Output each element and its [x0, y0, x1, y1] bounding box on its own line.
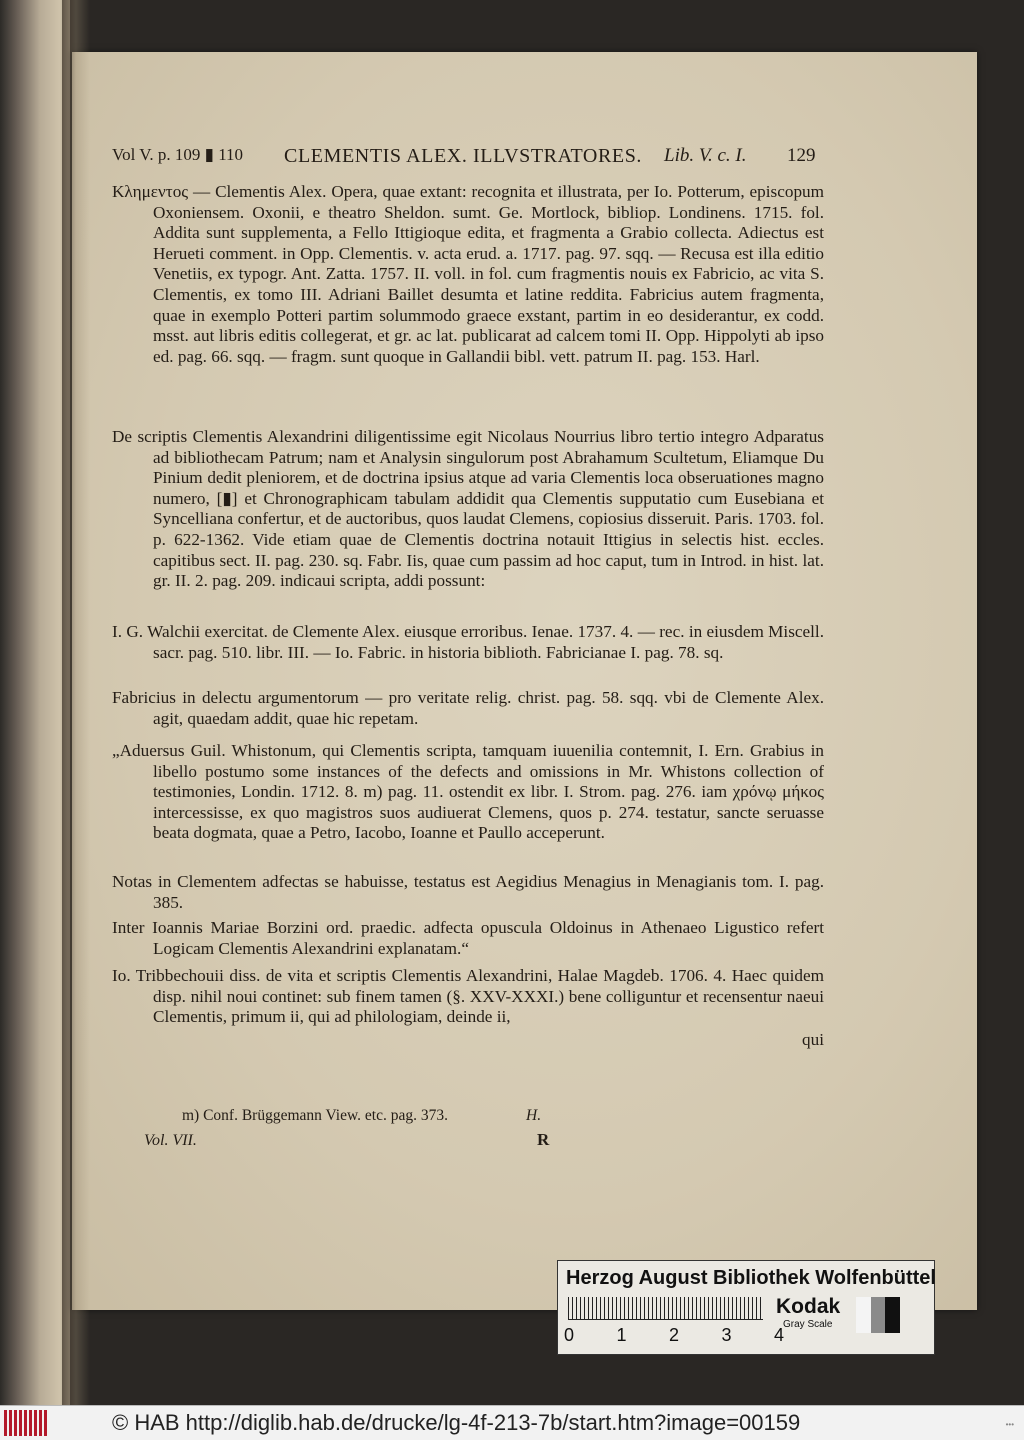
paragraph-fabricius: Fabricius in delectu argumentorum — pro veritate relig. christ. pag. 58. sqq. vbi de Clemente Alex. agit, quaedam addit, quae hic repetam. — [112, 688, 824, 728]
gray-scale-patches — [856, 1297, 900, 1333]
paragraph-menagius: Notas in Clementem adfectas se habuisse, testatus est Aegidius Menagius in Menagianis tom. I. pag. 385. — [112, 872, 824, 912]
page-number: 129 — [787, 145, 816, 166]
gray-patch-light — [856, 1297, 871, 1333]
more-dots-icon[interactable]: ••• — [1005, 1420, 1014, 1429]
ruler-digit: 4 — [773, 1325, 784, 1345]
library-scale-label — [557, 1260, 935, 1355]
running-head-book-chapter: Lib. V. c. I. — [664, 145, 747, 166]
footnote — [182, 1107, 782, 1125]
catchword: qui — [802, 1030, 824, 1049]
footnote-signature: H. — [526, 1107, 542, 1124]
kodak-logo: Kodak — [776, 1295, 841, 1318]
library-name: Herzog August Bibliothek Wolfenbüttel — [566, 1267, 936, 1289]
viewer-footer-bar — [0, 1405, 1024, 1440]
ruler-ticks — [568, 1297, 763, 1320]
gray-patch-mid — [871, 1297, 886, 1333]
gray-scale-caption: Gray Scale — [783, 1319, 833, 1330]
book-gutter-shadow — [62, 0, 90, 1405]
paragraph-borzini: Inter Ioannis Mariae Borzini ord. praedic. adfecta opuscula Oldoinus in Athenaeo Ligustico refert Logicam Clementis Alexandrini explanatam.“ — [112, 918, 824, 958]
paragraph-tribbechou: Io. Tribbechouii diss. de vita et scriptis Clementis Alexandrini, Halae Magdeb. 1706. 4. Haec quidem disp. nihil noui continet: sub finem tamen (§. XXV-XXXI.) bene colliguntur et recensentur naeui Clementis, primum ii, qui ad philologiam, deinde ii, — [112, 966, 824, 1027]
ruler-digit: 3 — [721, 1325, 732, 1345]
copyright-url-text[interactable]: © HAB http://diglib.hab.de/drucke/lg-4f-213-7b/start.htm?image=00159 — [112, 1410, 801, 1435]
paragraph-editions: Κλημεντος — Clementis Alex. Opera, quae extant: recognita et illustrata, per Io. Potterum, episcopum Oxoniensem. Oxonii, e theatro Sheldon. sumt. Ge. Mortlock, bibliop. Londinens. 1715. fol. Addita sunt supplementa, a Fello Ittigioque edita, et fragmenta a Grabio collecta. Adiectus est Herueti comment. in Opp. Clementis. v. acta erud. a. 1717. pag. 97. sqq. — Recusa est illa editio Venetiis, ex typogr. Ant. Zatta. 1757. II. voll. in fol. cum fragmentis nouis ex Fabricio, ac vita S. Clementis, ex tomo III. Adriani Baillet desumta et latine reddita. Fabricius autem fragmenta, quae in exemplo Potteri partim solummodo graece exstant, partim in eo desiderantur, ex codd. msst. aut libris editis collegerat, et gr. ac lat. publicarat ad calcem tomi II. Opp. Hippolyti ab ipso ed. pag. 66. sqq. — fragm. sunt quoque in Gallandii bibl. vett. patrum II. pag. 153. Harl. — [112, 182, 824, 366]
ruler-digits — [564, 1325, 784, 1346]
running-head-title: CLEMENTIS ALEX. ILLVSTRATORES. — [284, 145, 643, 167]
footnote-text: m) Conf. Brüggemann View. etc. pag. 373. — [182, 1107, 448, 1124]
paragraph-nourrius: De scriptis Clementis Alexandrini diligentissime egit Nicolaus Nourrius libro tertio integro Adparatus ad bibliothecam Patrum; nam et Analysin singulorum post Abrahamum Scultetum, Eliamque Du Pinium dedit pleniorem, et de doctrina ipsius atque ad varia Clementis loca obseruationes magno numero, [▮] et Chronographicam tabulam addidit qua Clementis supputatio cum Eusebiana et Syncelliana confertur, et de auctoribus, quos laudat Clemens, copiosius disseruit. Paris. 1703. fol. p. 622-1362. Vide etiam quae de Clementis doctrina notauit Ittigius in selectis hist. eccles. capitibus sect. II. pag. 230. sq. Fabr. Iis, quae cum passim ad hoc caput, tum in Introd. in hist. lat. gr. II. 2. pag. 209. indicaui scripta, addi possunt: — [112, 427, 824, 591]
ruler-digit: 0 — [564, 1325, 575, 1345]
running-head — [112, 145, 832, 175]
volume-signature: Vol. VII. — [144, 1132, 197, 1149]
signature-mark: R — [537, 1130, 550, 1149]
paragraph-whiston-quote: „Aduersus Guil. Whistonum, qui Clementis scripta, tamquam iuuenilia contemnit, I. Ern. Grabius in libello postumo some instances of the defects and omissions in Mr. Whistons collection of testimonies, Londin. 1712. 8. m) pag. 11. ostendit ex libr. I. Strom. pag. 276. iam χρόνῳ μήκος intercessisse, ex quo magistros suos audiuerat Clemens, quos p. 274. testatur, sancte seruasse beata dogmata, quae a Petro, Iacobo, Ioanne et Paullo acceperunt. — [112, 741, 824, 843]
book-page — [72, 52, 977, 1310]
running-head-volume-ref: Vol V. p. 109 ▮ 110 — [112, 145, 244, 164]
gray-patch-dark — [885, 1297, 900, 1333]
paragraph-walch: I. G. Walchii exercitat. de Clemente Alex. eiusque erroribus. Ienae. 1737. 4. — rec. in eiusdem Miscell. sacr. pag. 510. libr. III. — Io. Fabric. in historia biblioth. Fabricianae I. pag. 78. sq. — [112, 622, 824, 662]
ruler-digit: 1 — [616, 1325, 627, 1345]
hab-logo-icon[interactable] — [4, 1410, 48, 1436]
ruler-digit: 2 — [668, 1325, 679, 1345]
left-page-edge — [0, 0, 70, 1405]
